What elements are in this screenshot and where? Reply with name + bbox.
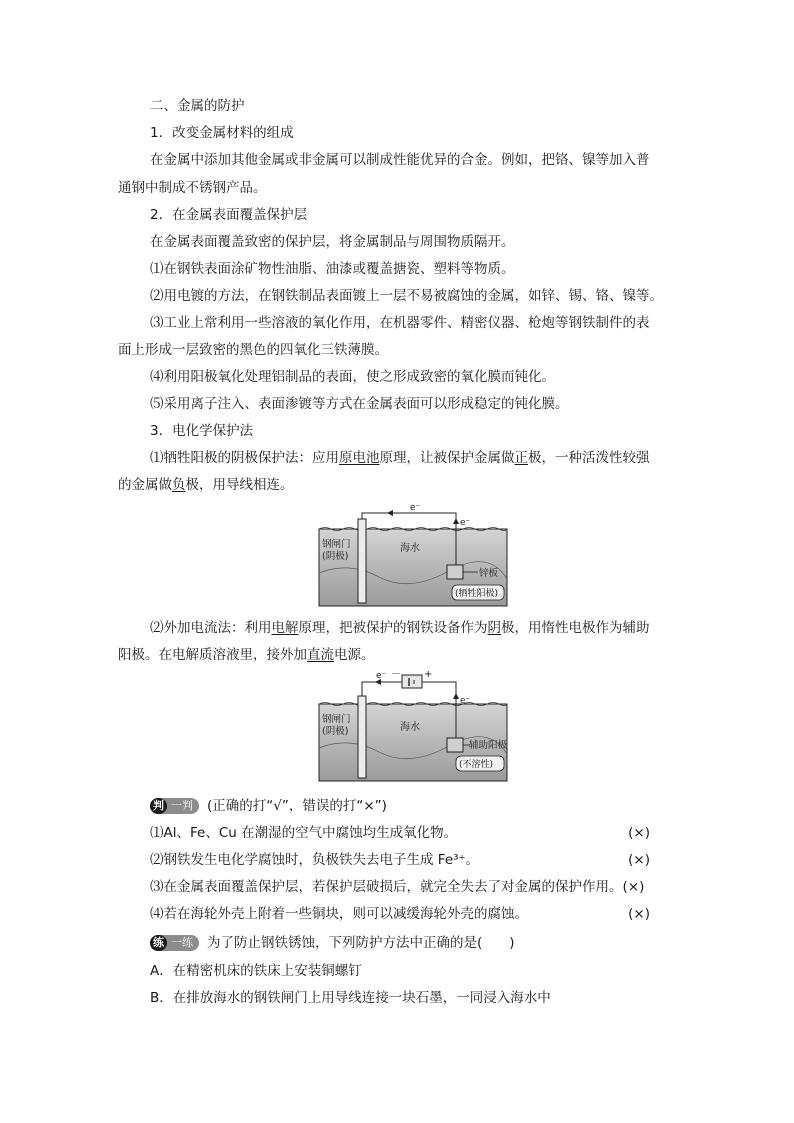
gate-label: 钢闸门 — [322, 539, 351, 550]
judge-item — [150, 850, 650, 870]
list-item: ⑶工业上常利用一些溶液的氧化作用，在机器零件、精密仪器、枪炮等钢铁制件的表 — [150, 315, 650, 331]
list-item: ⑸采用离子注入、表面渗镀等方式在金属表面可以形成稳定的钝化膜。 — [150, 396, 569, 412]
method-2-line-2 — [118, 645, 375, 665]
electron-label: e⁻ — [410, 503, 421, 513]
list-item-continued: 面上形成一层致密的黑色的四氧化三铁薄膜。 — [118, 342, 388, 358]
text: 极，一种活泼性较强 — [528, 450, 650, 466]
fill-answer: 原电池 — [339, 450, 380, 466]
section-title: 二、金属的防护 — [150, 98, 245, 114]
list-item: ⑴在钢铁表面涂矿物性油脂、油漆或覆盖搪瓷、塑料等物质。 — [150, 261, 515, 277]
badge-text: 一判 — [171, 799, 193, 812]
judge-item — [150, 823, 650, 843]
fill-answer: 负 — [172, 477, 186, 493]
badge-char: 练 — [150, 935, 167, 951]
gate-label: (阴极) — [322, 551, 349, 562]
subheading-3: 3．电化学保护法 — [150, 423, 254, 439]
judge-answer: (×) — [628, 825, 650, 841]
negative-terminal: － — [391, 669, 401, 680]
practice-header — [150, 933, 515, 953]
badge-char: 判 — [150, 798, 167, 814]
fill-answer: 正 — [514, 450, 528, 466]
option-b: B．在排放海水的钢铁闸门上用导线连接一块石墨，一同浸入海水中 — [150, 990, 551, 1006]
text: ⑵外加电流法：利用 — [150, 620, 272, 636]
badge-text: 一练 — [171, 936, 193, 949]
method-1-line — [150, 448, 650, 468]
text: 极，用导线相连。 — [185, 477, 294, 493]
subheading-2: 2．在金属表面覆盖保护层 — [150, 207, 308, 223]
paragraph-line: 通钢中制成不锈钢产品。 — [118, 180, 267, 196]
plate-note: (不溶性) — [459, 760, 494, 770]
judge-item: ⑶在金属表面覆盖保护层，若保护层破损后，就完全失去了对金属的保护作用。(×) — [150, 879, 645, 895]
sacrificial-anode-diagram — [318, 503, 508, 607]
gate-label: (阴极) — [322, 726, 349, 737]
list-item: ⑷利用阳极氧化处理铝制品的表面，使之形成致密的氧化膜而钝化。 — [150, 369, 555, 385]
subheading-1: 1．改变金属材料的组成 — [150, 125, 294, 141]
positive-terminal: + — [424, 669, 433, 680]
judge-question: ⑵钢铁发生电化学腐蚀时，负极铁失去电子生成 Fe³⁺。 — [150, 852, 480, 868]
electron-label: e⁻ — [460, 696, 471, 706]
seawater-label: 海水 — [400, 722, 420, 733]
method-1-line-2 — [118, 475, 294, 495]
plate-label: 锌板 — [479, 568, 499, 579]
plate-note: (牺牲阳极) — [455, 589, 499, 599]
judge-answer: (×) — [628, 906, 650, 922]
method-2-line — [150, 618, 650, 638]
gate-label: 钢闸门 — [322, 714, 351, 725]
judge-instruction: (正确的打“√”，错误的打“×”) — [207, 798, 387, 814]
judge-badge — [150, 798, 199, 814]
plate-label: 辅助阳极 — [469, 740, 508, 751]
list-item: ⑵用电镀的方法，在钢铁制品表面镀上一层不易被腐蚀的金属，如锌、锡、铬、镍等。 — [150, 288, 663, 304]
option-a: A．在精密机床的铁床上安装铜螺钉 — [150, 963, 362, 979]
electron-label: e⁻ — [376, 671, 387, 681]
seawater-label: 海水 — [400, 543, 420, 554]
fill-answer: 直流 — [307, 647, 334, 663]
practice-badge — [150, 935, 199, 951]
text: 电源。 — [334, 647, 375, 663]
judge-question: ⑴Al、Fe、Cu 在潮湿的空气中腐蚀均生成氧化物。 — [150, 825, 458, 841]
paragraph-line: 在金属表面覆盖致密的保护层，将金属制品与周围物质隔开。 — [150, 234, 515, 250]
judge-question: ⑷若在海轮外壳上附着一些铜块，则可以减缓海轮外壳的腐蚀。 — [150, 906, 528, 922]
fill-answer: 电解 — [271, 620, 299, 636]
text: 阳极。在电解质溶液里，接外加 — [118, 647, 307, 663]
text: 的金属做 — [118, 477, 172, 493]
text: 极，用惰性电极作为辅助 — [501, 620, 650, 636]
fill-answer: 阴 — [487, 620, 501, 636]
impressed-current-diagram — [318, 668, 508, 782]
text: 原理，把被保护的钢铁设备作为 — [298, 620, 488, 636]
practice-question: 为了防止钢铁锈蚀，下列防护方法中正确的是( ) — [207, 935, 515, 951]
judge-item — [150, 904, 650, 924]
judge-header — [150, 796, 387, 816]
electron-label: e⁻ — [460, 518, 471, 528]
paragraph-line: 在金属中添加其他金属或非金属可以制成性能优异的合金。例如，把铬、镍等加入普 — [150, 152, 650, 168]
judge-answer: (×) — [628, 852, 650, 868]
text: 原理，让被保护金属做 — [379, 450, 515, 466]
text: ⑴牺牲阳极的阴极保护法：应用 — [150, 450, 339, 466]
